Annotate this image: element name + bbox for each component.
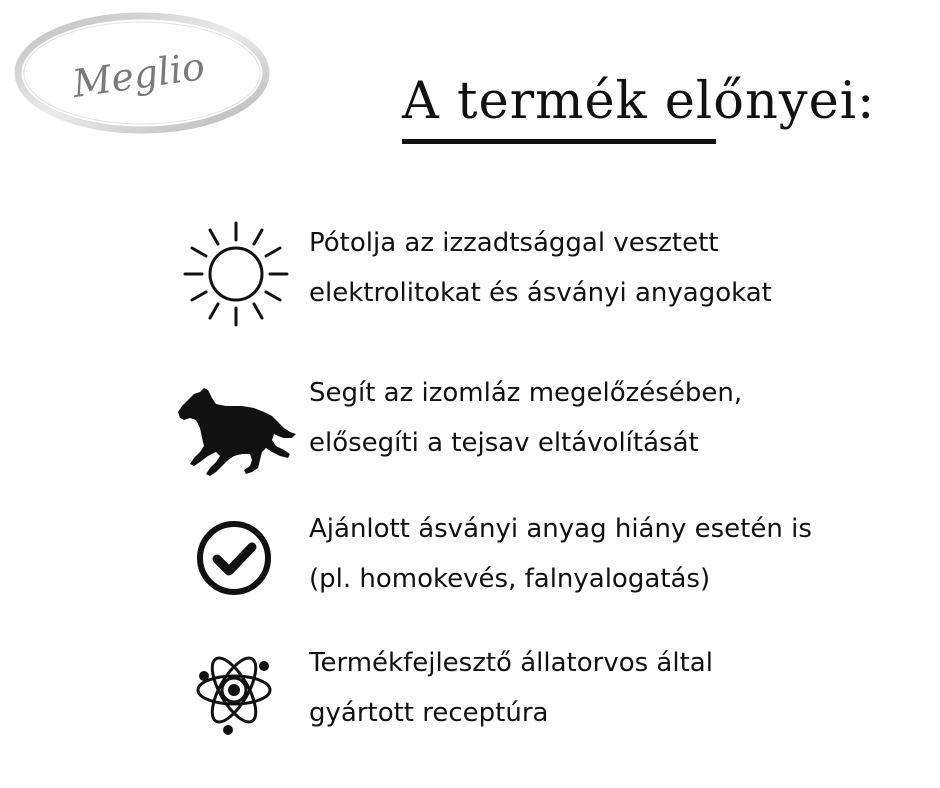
sun-icon <box>172 218 300 330</box>
horse-icon <box>172 376 300 488</box>
benefit-text <box>309 504 909 604</box>
title-block <box>402 72 902 132</box>
benefit-line-1: Segít az izomláz megelőzésében, <box>309 378 743 408</box>
benefit-text <box>309 638 909 738</box>
logo-text: Meglio <box>69 43 208 107</box>
benefit-line-2: gyártott receptúra <box>309 698 549 728</box>
benefit-line-2: elősegíti a tejsav eltávolítását <box>309 428 699 458</box>
benefit-line-2: elektrolitokat és ásványi anyagokat <box>309 278 772 308</box>
atom-icon <box>172 634 300 746</box>
page-title: A termék előnyei: <box>402 72 876 131</box>
brand-logo <box>14 12 270 134</box>
benefit-text <box>309 368 909 468</box>
benefit-text <box>309 218 909 318</box>
check-circle-icon <box>172 504 300 616</box>
title-underline <box>402 139 716 144</box>
benefit-line-1: Ajánlott ásványi anyag hiány esetén is <box>309 514 812 544</box>
benefit-line-1: Termékfejlesztő állatorvos által <box>309 648 713 678</box>
benefit-line-1: Pótolja az izzadtsággal vesztett <box>309 228 719 258</box>
benefit-line-2: (pl. homokevés, falnyalogatás) <box>309 564 711 594</box>
oval-logo-icon <box>14 12 270 134</box>
